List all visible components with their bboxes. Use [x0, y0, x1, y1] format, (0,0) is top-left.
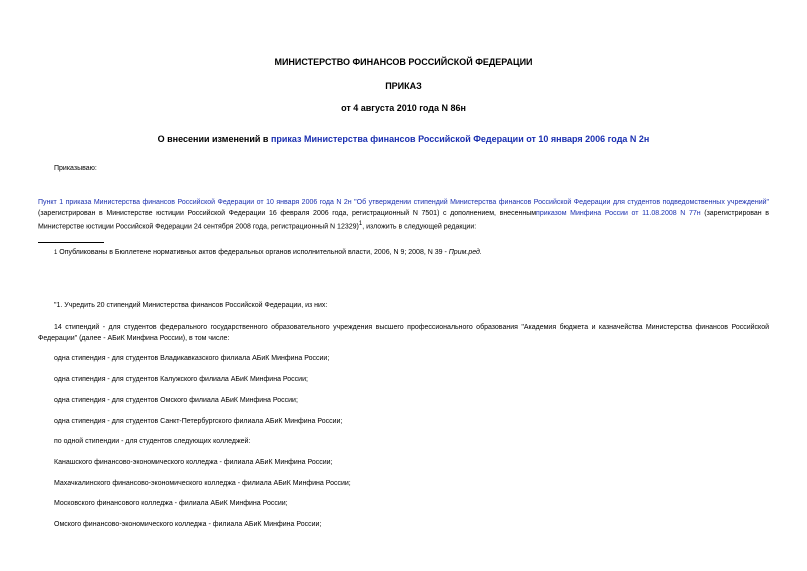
footnote-divider: [38, 242, 104, 243]
document-subject: [0, 134, 807, 144]
list-item: "1. Учредить 20 стипендий Министерства финансов Российской Федерации, из них:: [54, 302, 328, 309]
list-item: одна стипендия - для студентов Санкт-Петербургского филиала АБиК Минфина России;: [54, 418, 343, 425]
footnote-number: 1: [54, 250, 58, 256]
subject-link[interactable]: приказ Министерства финансов Российской Федерации от 10 января 2006 года N 2н: [270, 134, 650, 144]
list-item: одна стипендия - для студентов Владикавказского филиала АБиК Минфина России;: [54, 355, 330, 362]
list-item: одна стипендия - для студентов Омского филиала АБиК Минфина России;: [54, 397, 298, 404]
list-item: Махачкалинского финансово-экономического колледжа - филиала АБиК Минфина России;: [54, 480, 351, 487]
footnote-ref[interactable]: 1: [358, 221, 363, 227]
footnote-note: Прим.ред.: [448, 249, 482, 256]
subject-prefix: О внесении изменений в: [157, 134, 271, 144]
list-item: Московского финансового колледжа - филиала АБиК Минфина России;: [54, 500, 288, 507]
footnote: [54, 247, 482, 259]
paragraph-1-text-c: , изложить в следующей редакции:: [362, 223, 477, 231]
paragraph-1-text-b: (зарегистрирован в Министерстве юстиции Российской Федерации 24 сентября 2008 года, регистрационный N 12329): [38, 210, 769, 231]
list-item: Канашского финансово-экономического колледжа - филиала АБиК Минфина России;: [54, 459, 333, 466]
footnote-text: Опубликованы в Бюллетене нормативных актов федеральных органов исполнительной власти, 2006, N 9; 2008, N 39 -: [57, 249, 449, 256]
list-item: 14 стипендий - для студентов федерального государственного образовательного учреждения высшего профессионального образования "Академия бюджета и казначейства Министерства финансов Российской Федерации" (далее - АБиК Минфина России), в том числе:: [38, 324, 769, 342]
order-word: Приказываю:: [54, 165, 97, 172]
paragraph-1-text-a: (зарегистрирован в Министерстве юстиции Российской Федерации 16 февраля 2006 года, регистрационный N 7501) с дополнением, внесенным: [38, 210, 537, 217]
list-item: Омского финансово-экономического колледжа - филиала АБиК Минфина России;: [54, 521, 322, 528]
paragraph-1-link-amendment[interactable]: приказом Минфина России от 11.08.2008 N 77н: [536, 210, 701, 217]
list-item: по одной стипендии - для студентов следующих колледжей:: [54, 438, 251, 445]
paragraph-1: [38, 197, 769, 232]
document-date-number: от 4 августа 2010 года N 86н: [341, 103, 466, 113]
ministry-title: МИНИСТЕРСТВО ФИНАНСОВ РОССИЙСКОЙ ФЕДЕРАЦИИ: [274, 57, 533, 67]
list-item: одна стипендия - для студентов Калужского филиала АБиК Минфина России;: [54, 376, 308, 383]
document-type: ПРИКАЗ: [385, 81, 422, 91]
paragraph-1-link-order[interactable]: Пункт 1 приказа Министерства финансов Российской Федерации от 10 января 2006 года N 2н "Об утверждении стипендий Министерства финансов Российской Федерации для студентов подведомственных учреждений": [38, 199, 769, 206]
